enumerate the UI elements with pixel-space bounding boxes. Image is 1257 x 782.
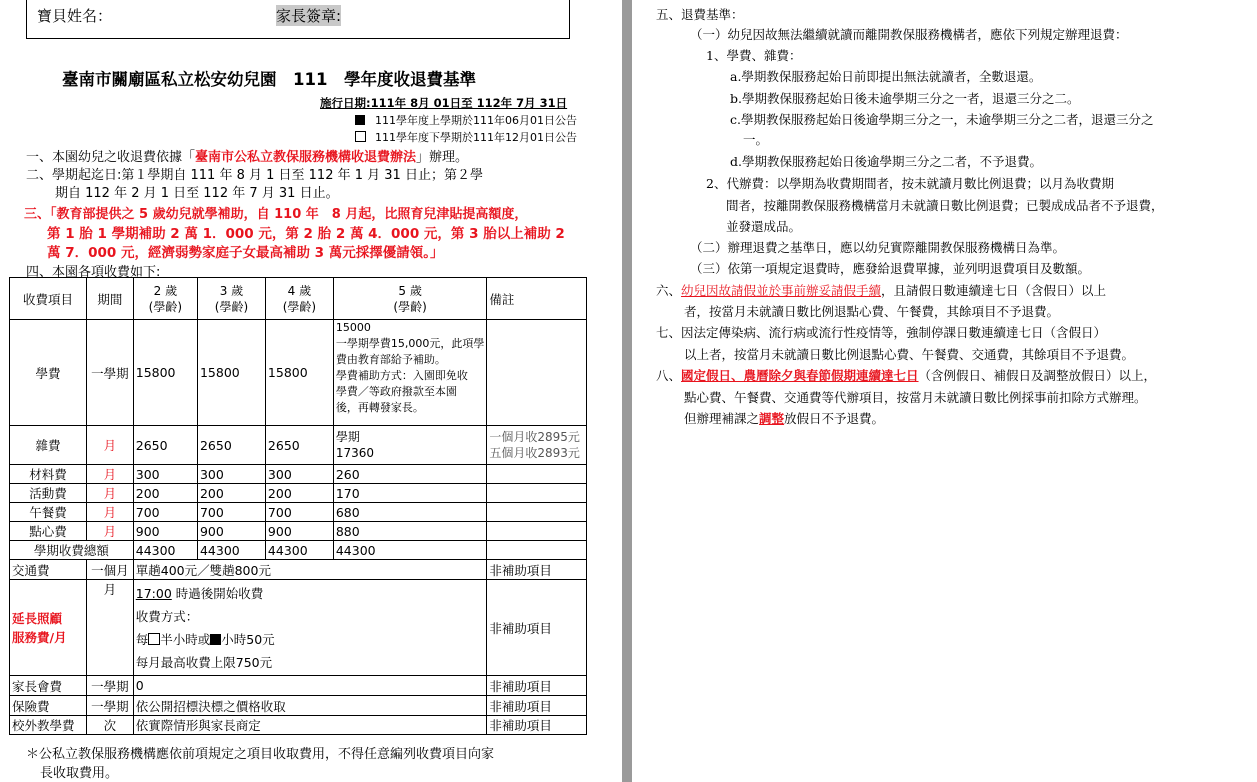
cell-period: 月 [86, 465, 133, 484]
notice-first-semester: 111學年度上學期於111年06月01日公告 [375, 114, 577, 127]
cell-age-5: 680 [333, 503, 487, 522]
cell-age-3: 700 [197, 503, 265, 522]
tuition-note-line: 後，再轉發家長。 [335, 401, 424, 414]
refund-sub-1: 1、學費、雜費： [706, 48, 802, 63]
baby-name-label: 寶貝姓名： [37, 7, 113, 25]
cell-desc: 依實際情形與家長商定 [133, 716, 487, 735]
cell-note: 非補助項目 [487, 560, 587, 580]
table-row-snack [10, 522, 587, 541]
cell-period: 一學期 [86, 676, 133, 696]
refund-sub-1a: a.學期教保服務起始日前即提出無法就讀者，全數退還。 [730, 69, 1042, 84]
item-8-prefix: 八、 [656, 368, 682, 383]
refund-sub-1c: c.學期教保服務起始日後逾學期三分之一，未逾學期三分之二者，退還三分之 [730, 112, 1154, 127]
item-4: 四、本園各項收費如下: [26, 265, 161, 280]
item-1-law: 臺南市公私立教保服務機構收退費辦法 [195, 150, 417, 165]
cell-note [487, 522, 587, 541]
cell-age-4: 700 [265, 503, 333, 522]
effective-date: 施行日期:111年 8月 01日至 112年 7月 31日 [320, 96, 568, 110]
tuition-amount: 15000 [335, 321, 371, 334]
header-age-4: 4 歲 (學齡) [265, 278, 333, 320]
fee-table [9, 277, 587, 735]
item-2-line-1: 二、學期起迄日:第１學期自 111 年 8 月 1 日至 112 年 1 月 31 日止；第２學 [26, 168, 483, 183]
cell-note [487, 465, 587, 484]
refund-sub-1b: b.學期教保服務起始日後未逾學期三分之一者，退還三分之二。 [730, 91, 1080, 106]
extended-max: 每月最高收費上限750元 [135, 654, 273, 670]
cell-age-5: 44300 [333, 541, 487, 560]
item-6-prefix: 六、 [656, 283, 682, 298]
cell-age-4: 15800 [265, 320, 333, 426]
item-8-line-1 [656, 366, 1156, 384]
table-row-activity [10, 484, 587, 503]
cell-period: 月 [86, 426, 133, 465]
cell-age-4: 44300 [265, 541, 333, 560]
cell-age-3: 15800 [197, 320, 265, 426]
cell-age-3: 300 [197, 465, 265, 484]
table-row-lunch [10, 503, 587, 522]
cell-note [487, 320, 587, 426]
table-row-material [10, 465, 587, 484]
cell-item: 點心費 [10, 522, 87, 541]
cell-period: 月 [86, 484, 133, 503]
cell-note: 非補助項目 [487, 716, 587, 735]
table-header-row [10, 278, 587, 320]
cell-age-3: 900 [197, 522, 265, 541]
rate-checkbox-checked [210, 634, 221, 645]
cell-age-5: 880 [333, 522, 487, 541]
cell-age-4: 2650 [265, 426, 333, 465]
cell-period: 月 [86, 580, 133, 676]
cell-desc-extended [133, 580, 487, 676]
parent-sign-label: 家長簽章: [276, 7, 342, 25]
header-age-2: 2 歲 (學齡) [133, 278, 197, 320]
refund-sub-2-cont2: 並發還成品。 [726, 219, 802, 234]
refund-sub-1d: d.學期教保服務起始日後逾學期三分之二者，不予退費。 [730, 154, 1042, 169]
footnote-line-2: 長收取費用。 [40, 766, 119, 781]
table-row-tuition [10, 320, 587, 426]
cell-note: 非補助項目 [487, 676, 587, 696]
header-period: 期間 [86, 278, 133, 320]
cell-note: 非補助項目 [487, 580, 587, 676]
cell-total-label: 學期收費總額 [10, 541, 134, 560]
item-7-line-1: 七、因法定傳染病、流行病或流行性疫情等，強制停課日數連續達七日（含假日） [656, 325, 1107, 340]
item-2-line-2: 期自 112 年 2 月 1 日至 112 年 7 月 31 日止。 [55, 186, 339, 201]
extended-method-label: 收費方式： [135, 608, 199, 624]
cell-age-2: 15800 [133, 320, 197, 426]
refund-sub-1c-cont: 一。 [743, 132, 769, 147]
tuition-note-line: 學費／等政府撥款至本園 [335, 385, 457, 398]
tuition-note-line: 學費補助方式：入園即免收 [335, 369, 468, 382]
cell-period: 一學期 [86, 320, 133, 426]
refund-sub-2-cont: 間者，按離開教保服務機構當月未就讀日數比例退費；已製成成品者不予退費， [726, 198, 1164, 213]
cell-item: 校外教學費 [10, 716, 87, 735]
item-6-line-1 [656, 281, 1106, 299]
refund-sub-2: 2、代辦費：以學期為收費期間者，按未就讀月數比例退費；以月為收費期 [706, 176, 1114, 191]
item-8-highlight: 國定假日、農曆除夕與春節假期連續達七日 [681, 368, 919, 383]
item-8-suffix: （含例假日、補假日及調整放假日）以上， [918, 368, 1157, 383]
item-6-highlight: 幼兒因故請假並於事前辦妥請假手續 [681, 283, 882, 298]
cell-item-extended: 延長照顧 服務費/月 [10, 580, 87, 676]
cell-item: 學費 [10, 320, 87, 426]
document-page-2 [632, 0, 1257, 782]
item-3-line-1: 三、「教育部提供之 5 歲幼兒就學補助，自 110 年 8 月起，比照育兒津貼提高額度， [24, 207, 528, 222]
tuition-note-line: 費由教育部給予補助。 [335, 353, 446, 366]
cell-note: 非補助項目 [487, 696, 587, 716]
cell-item: 家長會費 [10, 676, 87, 696]
tuition-note-line: 一學期學費15,000元，此項學 [335, 337, 485, 350]
page-title: 臺南市關廟區私立松安幼兒園 111 學年度收退費基準 [62, 70, 476, 89]
refund-heading: 五、退費基準： [656, 7, 744, 22]
cell-age-2: 300 [133, 465, 197, 484]
extended-time: 17:00 [135, 585, 172, 601]
table-row-insurance [10, 696, 587, 716]
cell-desc: 依公開招標決標之價格收取 [133, 696, 487, 716]
cell-age-2: 2650 [133, 426, 197, 465]
notice-checkbox-empty [355, 131, 366, 142]
item-3-line-2: 第 1 胎 1 學期補助 2 萬 1．000 元，第 2 胎 2 萬 4．000 元，第 3 胎以上補助 2 [47, 226, 565, 242]
cell-note [487, 541, 587, 560]
item-6-suffix: ，且請假日數連續達七日（含假日）以上 [881, 283, 1107, 298]
table-row-extended-care [10, 580, 587, 676]
refund-clause-3: （三）依第一項規定退費時，應發給退費單據，並列明退費項目及數額。 [690, 261, 1091, 276]
extended-rate: 每 半小時或 小時50元 [135, 631, 275, 647]
cell-age-3: 200 [197, 484, 265, 503]
table-row-transport [10, 560, 587, 580]
item-8-line-3b: 放假日不予退費。 [784, 411, 885, 426]
cell-age-5: 170 [333, 484, 487, 503]
cell-note: 一個月收2895元 五個月收2893元 [487, 426, 587, 465]
table-row-parents-fee [10, 676, 587, 696]
cell-period: 月 [86, 503, 133, 522]
cell-age-2: 700 [133, 503, 197, 522]
notice-checkbox-checked [355, 115, 365, 125]
cell-age-2: 900 [133, 522, 197, 541]
cell-desc: 單趟400元／雙趟800元 [133, 560, 487, 580]
header-age-5: 5 歲 (學齡) [333, 278, 487, 320]
item-1-prefix: 一、本園幼兒之收退費依據「 [26, 150, 196, 165]
cell-note [487, 503, 587, 522]
table-row-total [10, 541, 587, 560]
cell-age-4: 900 [265, 522, 333, 541]
cell-age-3: 2650 [197, 426, 265, 465]
header-age-3: 3 歲 (學齡) [197, 278, 265, 320]
item-3-line-3: 萬 7．000 元，經濟弱勢家庭子女最高補助 3 萬元採擇優請領。」 [47, 245, 444, 261]
footnote-line-1: ＊公私立教保服務機構應依前項規定之項目收取費用，不得任意編列收費項目向家 [26, 747, 495, 762]
document-page-1 [0, 0, 622, 782]
cell-period: 一個月 [86, 560, 133, 580]
item-8-line-3a: 但辦理補課之 [684, 411, 760, 426]
cell-period: 次 [86, 716, 133, 735]
extended-time-suffix: 時過後開始收費 [171, 585, 264, 601]
rate-checkbox-empty [148, 633, 160, 645]
item-6-line-2: 者，按當月未就讀日數比例退點心費、午餐費，其餘項目不予退費。 [684, 304, 1060, 319]
refund-clause-2: （二）辦理退費之基準日，應以幼兒實際離開教保服務機構日為準。 [690, 240, 1066, 255]
table-row-misc [10, 426, 587, 465]
item-8-line-2: 點心費、午餐費、交通費等代辦項目，按當月未就讀日數比例採事前扣除方式辦理。 [684, 390, 1147, 405]
item-1-suffix: 」辦理。 [416, 150, 469, 165]
cell-note [487, 484, 587, 503]
item-1 [26, 146, 468, 165]
table-row-field-trip [10, 716, 587, 735]
cell-age-4: 200 [265, 484, 333, 503]
cell-period: 月 [86, 522, 133, 541]
item-8-line-3-highlight: 調整 [759, 411, 785, 426]
cell-age-3: 44300 [197, 541, 265, 560]
cell-item: 雜費 [10, 426, 87, 465]
cell-item: 材料費 [10, 465, 87, 484]
refund-clause-1: （一）幼兒因故無法繼續就讀而離開教保服務機構者，應依下列規定辦理退費： [690, 27, 1128, 42]
cell-age-5: 260 [333, 465, 487, 484]
cell-item: 保險費 [10, 696, 87, 716]
item-7-line-2: 以上者，按當月未就讀日數比例退點心費、午餐費、交通費，其餘項目不予退費。 [684, 347, 1135, 362]
cell-age-5-tuition [333, 320, 487, 426]
notice-second-semester: 111學年度下學期於111年12月01日公告 [375, 131, 577, 144]
item-8-line-3 [684, 409, 884, 427]
cell-desc: 0 [133, 676, 487, 696]
cell-age-5: 學期 17360 [333, 426, 487, 465]
cell-item: 午餐費 [10, 503, 87, 522]
cell-age-2: 200 [133, 484, 197, 503]
cell-age-4: 300 [265, 465, 333, 484]
cell-period: 一學期 [86, 696, 133, 716]
header-note: 備註 [487, 278, 587, 320]
cell-age-2: 44300 [133, 541, 197, 560]
cell-item: 活動費 [10, 484, 87, 503]
cell-item: 交通費 [10, 560, 87, 580]
header-item: 收費項目 [10, 278, 87, 320]
